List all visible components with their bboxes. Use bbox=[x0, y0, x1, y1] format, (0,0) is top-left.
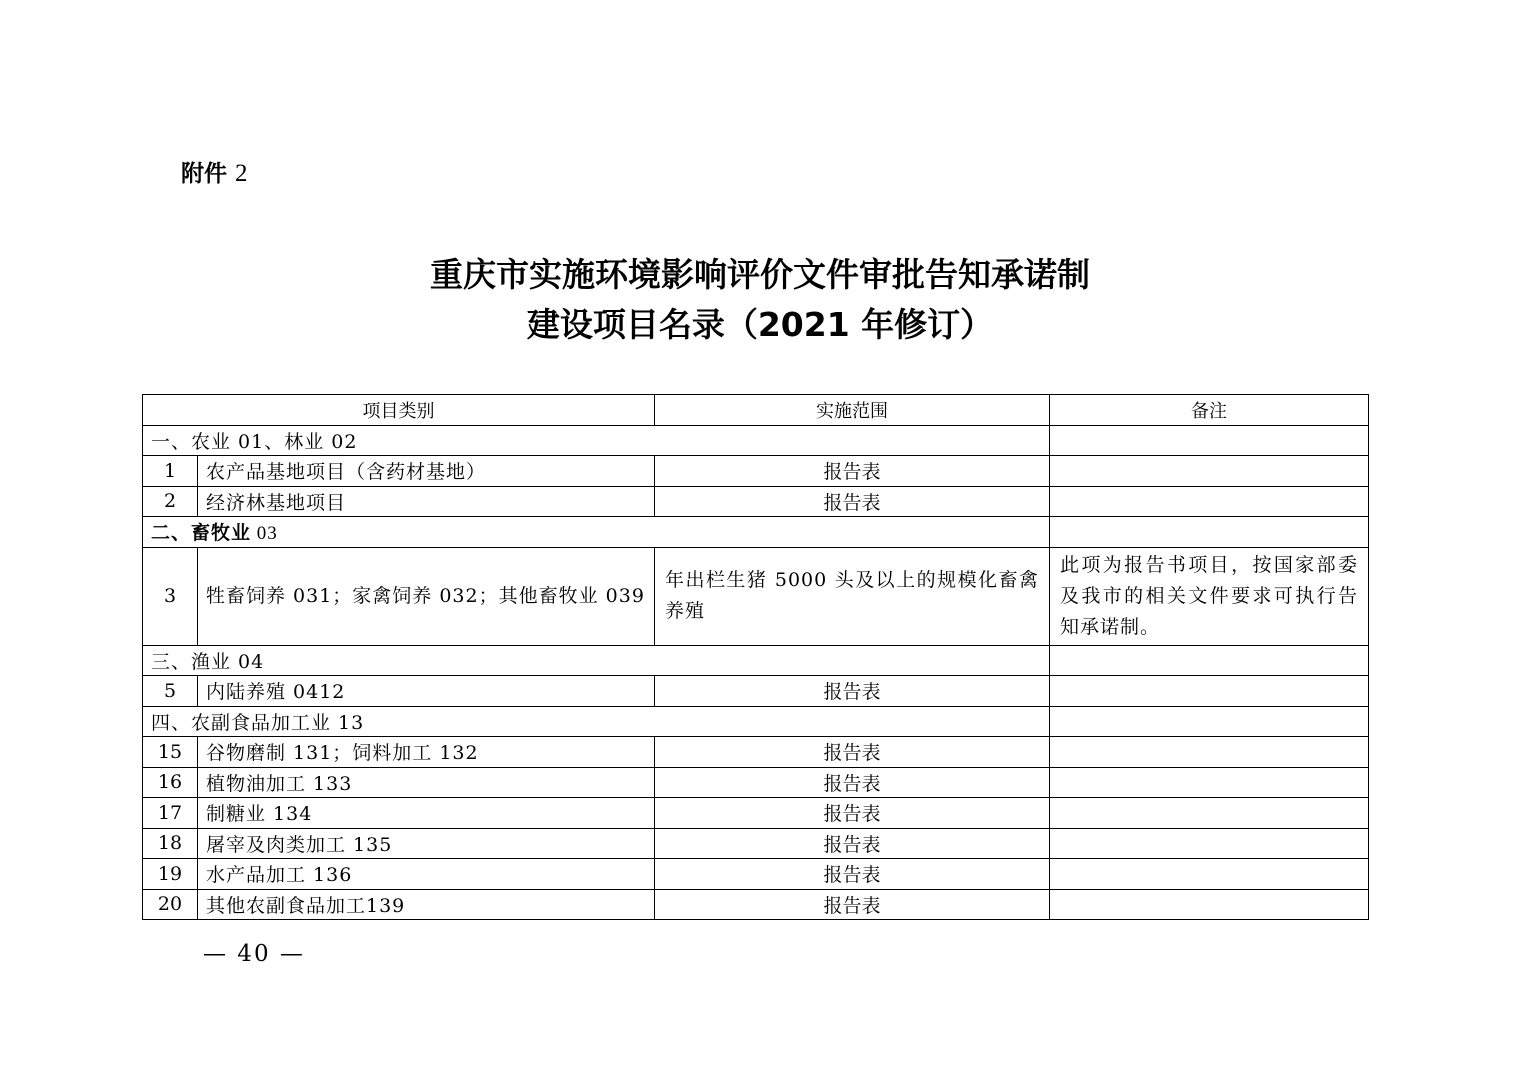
row-category: 水产品加工 136 bbox=[198, 859, 655, 890]
row-remark bbox=[1050, 456, 1369, 487]
table-row bbox=[143, 456, 1369, 487]
row-remark bbox=[1050, 798, 1369, 829]
title-line-1: 重庆市实施环境影响评价文件审批告知承诺制 bbox=[430, 255, 1090, 294]
title-line-2: 建设项目名录（2021 年修订） bbox=[526, 305, 994, 344]
project-catalog-table bbox=[142, 394, 1369, 920]
document-title bbox=[0, 250, 1520, 350]
row-scope: 报告表 bbox=[655, 737, 1050, 768]
row-remark bbox=[1050, 737, 1369, 768]
remark-cell bbox=[1050, 425, 1369, 456]
table-header-row bbox=[143, 395, 1369, 426]
header-category: 项目类别 bbox=[143, 395, 655, 426]
page-number: — 40 — bbox=[203, 941, 305, 967]
attachment-prefix: 附件 bbox=[181, 161, 227, 187]
remark-cell bbox=[1050, 645, 1369, 676]
row-category: 经济林基地项目 bbox=[198, 486, 655, 517]
section-row bbox=[143, 425, 1369, 456]
table-row bbox=[143, 828, 1369, 859]
row-category: 植物油加工 133 bbox=[198, 767, 655, 798]
section-row bbox=[143, 706, 1369, 737]
row-scope: 年出栏生猪 5000 头及以上的规模化畜禽养殖 bbox=[655, 547, 1050, 645]
section-label: 二、畜牧业 bbox=[151, 522, 252, 545]
row-scope: 报告表 bbox=[655, 767, 1050, 798]
row-category: 屠宰及肉类加工 135 bbox=[198, 828, 655, 859]
table-row bbox=[143, 486, 1369, 517]
table-row bbox=[143, 798, 1369, 829]
remark-cell bbox=[1050, 517, 1369, 548]
row-category: 其他农副食品加工139 bbox=[198, 889, 655, 920]
header-scope: 实施范围 bbox=[655, 395, 1050, 426]
row-remark bbox=[1050, 828, 1369, 859]
section-title: 三、渔业 04 bbox=[143, 645, 1050, 676]
row-number: 16 bbox=[143, 767, 198, 798]
row-scope: 报告表 bbox=[655, 798, 1050, 829]
row-remark bbox=[1050, 486, 1369, 517]
row-number: 15 bbox=[143, 737, 198, 768]
section-title: 四、农副食品加工业 13 bbox=[143, 706, 1050, 737]
row-number: 20 bbox=[143, 889, 198, 920]
row-number: 19 bbox=[143, 859, 198, 890]
row-number: 18 bbox=[143, 828, 198, 859]
table-row bbox=[143, 547, 1369, 645]
row-category: 牲畜饲养 031；家禽饲养 032；其他畜牧业 039 bbox=[198, 547, 655, 645]
section-row bbox=[143, 517, 1369, 548]
row-category: 谷物磨制 131；饲料加工 132 bbox=[198, 737, 655, 768]
row-remark: 此项为报告书项目，按国家部委及我市的相关文件要求可执行告知承诺制。 bbox=[1050, 547, 1369, 645]
row-category: 制糖业 134 bbox=[198, 798, 655, 829]
row-remark bbox=[1050, 889, 1369, 920]
table-row bbox=[143, 676, 1369, 707]
row-number: 17 bbox=[143, 798, 198, 829]
remark-cell bbox=[1050, 706, 1369, 737]
row-scope: 报告表 bbox=[655, 828, 1050, 859]
table-row bbox=[143, 737, 1369, 768]
section-title: 一、农业 01、林业 02 bbox=[143, 425, 1050, 456]
row-remark bbox=[1050, 676, 1369, 707]
attachment-label bbox=[181, 158, 248, 190]
section-code: 03 bbox=[251, 523, 278, 545]
row-scope: 报告表 bbox=[655, 456, 1050, 487]
row-number: 3 bbox=[143, 547, 198, 645]
row-scope: 报告表 bbox=[655, 486, 1050, 517]
row-scope: 报告表 bbox=[655, 889, 1050, 920]
row-category: 农产品基地项目（含药材基地） bbox=[198, 456, 655, 487]
row-number: 5 bbox=[143, 676, 198, 707]
row-remark bbox=[1050, 767, 1369, 798]
row-scope: 报告表 bbox=[655, 859, 1050, 890]
row-remark bbox=[1050, 859, 1369, 890]
section-row bbox=[143, 645, 1369, 676]
row-category: 内陆养殖 0412 bbox=[198, 676, 655, 707]
row-number: 1 bbox=[143, 456, 198, 487]
attachment-number: 2 bbox=[235, 160, 248, 187]
row-number: 2 bbox=[143, 486, 198, 517]
header-remark: 备注 bbox=[1050, 395, 1369, 426]
table-row bbox=[143, 767, 1369, 798]
row-scope: 报告表 bbox=[655, 676, 1050, 707]
section-title bbox=[143, 517, 1050, 548]
table-row bbox=[143, 859, 1369, 890]
table-row bbox=[143, 889, 1369, 920]
